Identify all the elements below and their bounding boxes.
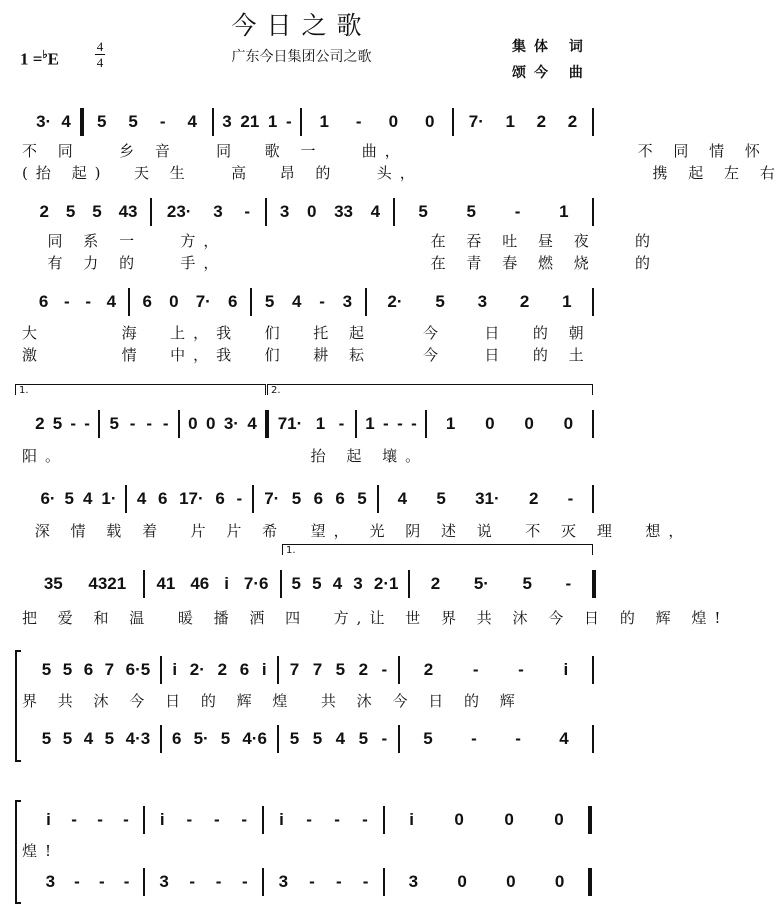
note: -	[381, 660, 388, 679]
note: 0	[188, 414, 198, 433]
note: 2·	[189, 660, 205, 679]
upper-measure	[166, 658, 273, 682]
note: 5	[312, 574, 322, 593]
note: 5	[335, 660, 346, 679]
note: -	[381, 729, 388, 748]
key-signature	[20, 48, 59, 70]
note: 2	[430, 574, 441, 593]
note: 23·	[166, 202, 192, 221]
lower-measure	[404, 727, 588, 751]
upper-measure	[361, 412, 421, 436]
note: -	[514, 202, 521, 221]
barline	[355, 410, 357, 438]
lyricist-credit: 集体 词	[512, 39, 591, 55]
upper-measure	[31, 572, 139, 596]
note: 5	[291, 489, 302, 508]
note: 3	[278, 872, 289, 891]
note: -	[306, 810, 312, 829]
lyric-line: 大 海 上，我 们 托 起 今 日 的 朝	[22, 324, 592, 342]
note: -	[242, 872, 248, 891]
note: 5	[96, 112, 107, 131]
note: -	[471, 729, 477, 748]
song-title: 今日之歌	[231, 11, 372, 40]
lyric-line: 有 力 的 手， 在 青 春 燃 烧 的	[22, 254, 659, 272]
note: 4	[335, 729, 346, 748]
lower-measure	[389, 870, 584, 894]
note: 3	[45, 872, 56, 891]
barline	[588, 868, 592, 896]
note: 4	[136, 489, 147, 508]
note: 0	[506, 872, 516, 891]
barline	[280, 570, 282, 598]
lyric-line: 阳。 抬 起 壤。	[22, 447, 429, 465]
lyric-line: 同 系 一 方， 在 吞 吐 昼 夜 的	[22, 232, 659, 250]
note: 3	[279, 202, 290, 221]
barline	[383, 806, 385, 834]
note: -	[362, 810, 368, 829]
note: 5	[312, 729, 323, 748]
note: -	[518, 660, 524, 679]
barline	[592, 108, 594, 136]
composer-credit: 颂今 曲	[512, 65, 591, 81]
upper-measure	[31, 110, 76, 134]
note: -	[397, 414, 403, 433]
flat-icon: ♭	[42, 49, 48, 61]
lower-measure	[268, 870, 379, 894]
note: 3	[159, 872, 169, 891]
note: 3·	[36, 112, 52, 131]
note: 5	[264, 292, 275, 311]
note: -	[241, 810, 248, 829]
upper-measure	[399, 200, 588, 224]
upper-measure	[184, 412, 261, 436]
upper-measure	[31, 412, 94, 436]
note: -	[472, 660, 479, 679]
barline	[592, 656, 594, 684]
upper-measure	[218, 110, 296, 134]
barline	[393, 198, 395, 226]
note: -	[309, 872, 315, 891]
barline	[143, 868, 145, 896]
note: -	[74, 872, 80, 891]
note: 2	[528, 489, 539, 508]
note: -	[319, 292, 325, 311]
note: -	[84, 414, 90, 433]
upper-measure	[149, 808, 258, 832]
note: 4	[332, 574, 343, 593]
upper-measure	[431, 412, 588, 436]
note: 0	[504, 810, 514, 829]
note: -	[215, 872, 222, 891]
note: 2	[423, 660, 434, 679]
upper-measure	[156, 200, 261, 224]
note: -	[411, 414, 417, 433]
note: 2	[536, 112, 547, 131]
upper-measure	[134, 290, 246, 314]
barline	[408, 570, 410, 598]
note: -	[355, 112, 362, 131]
barline	[277, 725, 279, 753]
note: 3·	[223, 414, 239, 433]
note: -	[565, 574, 572, 593]
note: -	[63, 292, 70, 311]
note: 6	[142, 292, 153, 311]
note: -	[567, 489, 574, 508]
note: -	[123, 810, 129, 829]
lower-measure	[283, 727, 394, 751]
note: 2	[35, 414, 45, 433]
note: 35	[43, 574, 63, 593]
note: 5	[92, 202, 102, 221]
lyric-line: 激 情 中，我 们 耕 耘 今 日 的 土	[22, 346, 592, 364]
note: -	[159, 112, 166, 131]
note: 6	[38, 292, 49, 311]
note: 4	[370, 202, 381, 221]
note: 7·	[195, 292, 211, 311]
barline	[265, 198, 267, 226]
barline	[452, 108, 454, 136]
barline	[277, 656, 279, 684]
upper-measure	[383, 487, 588, 511]
lower-measure	[36, 870, 139, 894]
lyric-line: (抬 起) 天 生 高 昂 的 头， 携 起 左 右	[22, 164, 783, 182]
note: 5	[435, 292, 445, 311]
note: 5	[52, 414, 63, 433]
note: 3	[353, 574, 363, 593]
note: 2	[358, 660, 369, 679]
note: 5	[466, 202, 477, 221]
time-bottom: 4	[96, 55, 104, 70]
note: 2	[567, 112, 578, 131]
upper-measure	[86, 110, 208, 134]
note: -	[334, 810, 340, 829]
note: 7·	[264, 489, 280, 508]
note: 3	[213, 202, 223, 221]
key-note: E	[47, 49, 59, 69]
volta-bracket: 1.	[282, 544, 593, 555]
note: 4	[559, 729, 569, 748]
note: 0	[563, 414, 574, 433]
note: 6·5	[125, 660, 151, 679]
note: 6·	[40, 489, 56, 508]
barline	[365, 288, 367, 316]
barline	[398, 725, 400, 753]
barline	[592, 570, 596, 598]
note: 6	[335, 489, 345, 508]
key-label: 1 =	[20, 49, 43, 69]
note: i	[159, 810, 165, 829]
note: 7	[104, 660, 115, 679]
upper-measure	[36, 487, 121, 511]
note: 3	[477, 292, 488, 311]
note: 4	[187, 112, 197, 131]
note: -	[244, 202, 251, 221]
barline	[178, 410, 180, 438]
note: 5	[128, 112, 138, 131]
barline	[212, 108, 214, 136]
note: i	[279, 810, 284, 829]
upper-measure	[149, 572, 276, 596]
note: 1	[267, 112, 278, 131]
barline	[592, 485, 594, 513]
note: 1·	[101, 489, 117, 508]
note: 5·	[193, 729, 209, 748]
note: 5	[357, 489, 367, 508]
upper-measure	[256, 290, 361, 314]
lyric-line: 把 爱 和 温 暖 播 洒 四 方,让 世 界 共 沐 今 日 的 辉 煌!	[22, 609, 729, 627]
note: 7·	[468, 112, 484, 131]
note: 1	[319, 112, 329, 131]
time-signature	[95, 40, 105, 69]
note: 46	[190, 574, 210, 593]
barline	[250, 288, 252, 316]
lower-measure	[36, 727, 156, 751]
note: -	[123, 872, 130, 891]
note: 6	[227, 292, 238, 311]
note: 3	[408, 872, 419, 891]
upper-measure	[258, 487, 373, 511]
note: 6	[215, 489, 225, 508]
note: 7	[312, 660, 323, 679]
upper-measure	[371, 290, 588, 314]
note: 5	[522, 574, 532, 593]
note: 5	[423, 729, 433, 748]
note: -	[186, 810, 193, 829]
note: -	[362, 872, 369, 891]
barline	[262, 806, 264, 834]
upper-measure	[404, 658, 588, 682]
barline	[425, 410, 427, 438]
upper-measure	[283, 658, 394, 682]
barline	[80, 108, 84, 136]
note: i	[563, 660, 569, 679]
system-bracket	[15, 800, 21, 904]
lyric-line: 界 共 沐 今 日 的 辉 煌 共 沐 今 日 的 辉	[22, 692, 523, 710]
note: 5	[41, 729, 52, 748]
note: 0	[554, 872, 565, 891]
note: 2	[217, 660, 228, 679]
upper-measure	[268, 808, 379, 832]
barline	[160, 725, 162, 753]
lower-measure	[149, 870, 258, 894]
lyric-line: 不 同 乡 音 同 歌 一 曲， 不 同 情 怀	[22, 142, 768, 160]
note: -	[515, 729, 521, 748]
note: -	[335, 872, 342, 891]
note: 7·6	[243, 574, 269, 593]
barline	[592, 198, 594, 226]
note: 0	[457, 872, 467, 891]
note: 5	[418, 202, 428, 221]
note: 4	[83, 729, 94, 748]
upper-measure	[31, 200, 146, 224]
upper-measure	[286, 572, 404, 596]
note: 4	[106, 292, 117, 311]
volta-bracket: 1.	[15, 384, 266, 395]
note: 4	[247, 414, 257, 433]
lyric-line: 深 情 载 着 片 片 希 望， 光 阴 述 说 不 灭 理 想，	[22, 522, 692, 540]
note: -	[285, 112, 292, 131]
note: i	[261, 660, 267, 679]
note: 0	[524, 414, 534, 433]
note: 3	[222, 112, 232, 131]
barline	[128, 288, 130, 316]
note: 5	[62, 729, 73, 748]
note: 0	[169, 292, 179, 311]
note: 6	[83, 660, 94, 679]
note: -	[213, 810, 220, 829]
note: 0	[425, 112, 435, 131]
note: -	[98, 872, 105, 891]
upper-measure	[31, 290, 124, 314]
note: 1	[315, 414, 326, 433]
note: i	[46, 810, 51, 829]
time-top: 4	[96, 39, 104, 54]
barline	[377, 485, 379, 513]
note: 5	[104, 729, 115, 748]
note: 1	[505, 112, 515, 131]
song-subtitle: 广东今日集团公司之歌	[231, 49, 372, 65]
barline	[398, 656, 400, 684]
note: 6	[239, 660, 250, 679]
note: 21	[240, 112, 260, 131]
note: -	[146, 414, 152, 433]
upper-measure	[271, 412, 351, 436]
upper-measure	[104, 412, 174, 436]
upper-measure	[389, 808, 584, 832]
barline	[383, 868, 385, 896]
barline	[262, 868, 264, 896]
note: 4	[292, 292, 302, 311]
note: 0	[206, 414, 216, 433]
note: -	[338, 414, 345, 433]
note: 6	[313, 489, 324, 508]
barline	[300, 108, 302, 136]
barline	[125, 485, 127, 513]
note: -	[97, 810, 103, 829]
note: -	[162, 414, 169, 433]
note: 1	[559, 202, 569, 221]
note: 2	[519, 292, 530, 311]
note: 0	[388, 112, 399, 131]
barline	[143, 806, 145, 834]
note: 4·6	[242, 729, 267, 748]
barline	[592, 410, 594, 438]
note: 2·	[387, 292, 403, 311]
note: 5	[109, 414, 119, 433]
note: 4	[397, 489, 408, 508]
note: 2	[39, 202, 49, 221]
note: -	[85, 292, 91, 311]
note: -	[71, 810, 77, 829]
note: 5	[62, 660, 73, 679]
barline	[143, 570, 145, 598]
note: 43	[118, 202, 138, 221]
note: 5	[41, 660, 52, 679]
note: 41	[156, 574, 176, 593]
note: 5·	[473, 574, 489, 593]
volta-bracket: 2.	[267, 384, 593, 395]
note: 71·	[277, 414, 303, 433]
note: 0	[554, 810, 564, 829]
note: -	[189, 872, 196, 891]
upper-measure	[36, 808, 139, 832]
barline	[592, 288, 594, 316]
note: -	[236, 489, 243, 508]
note: 1	[365, 414, 375, 433]
upper-measure	[271, 200, 389, 224]
note: i	[409, 810, 414, 829]
upper-measure	[306, 110, 448, 134]
system-bracket	[15, 650, 21, 762]
note: 0	[454, 810, 464, 829]
note: 4321	[88, 574, 127, 593]
note: 5	[289, 729, 300, 748]
note: 0	[485, 414, 495, 433]
lyric-line: 煌!	[22, 842, 60, 860]
upper-measure	[131, 487, 248, 511]
note: i	[172, 660, 178, 679]
note: 1	[562, 292, 572, 311]
note: 31·	[475, 489, 500, 508]
barline	[252, 485, 254, 513]
upper-measure	[458, 110, 588, 134]
note: 5	[65, 202, 76, 221]
barline	[160, 656, 162, 684]
note: 0	[306, 202, 317, 221]
lower-measure	[166, 727, 273, 751]
note: 6	[172, 729, 182, 748]
note: 5	[220, 729, 231, 748]
note: 17·	[179, 489, 204, 508]
note: 5	[436, 489, 446, 508]
note: 4·3	[125, 729, 151, 748]
note: 33	[334, 202, 353, 221]
note: 4	[61, 112, 71, 131]
note: 1	[445, 414, 456, 433]
note: 5	[358, 729, 369, 748]
note: 3	[342, 292, 353, 311]
note: -	[383, 414, 389, 433]
note: -	[70, 414, 77, 433]
barline	[588, 806, 592, 834]
barline	[98, 410, 100, 438]
barline	[592, 725, 594, 753]
barline	[265, 410, 269, 438]
note: 4	[82, 489, 93, 508]
note: 6	[157, 489, 168, 508]
upper-measure	[36, 658, 156, 682]
note: 5	[291, 574, 302, 593]
note: 2·1	[373, 574, 399, 593]
note: i	[224, 574, 229, 593]
note: -	[129, 414, 136, 433]
upper-measure	[414, 572, 588, 596]
note: 7	[289, 660, 300, 679]
barline	[150, 198, 152, 226]
note: 5	[64, 489, 75, 508]
